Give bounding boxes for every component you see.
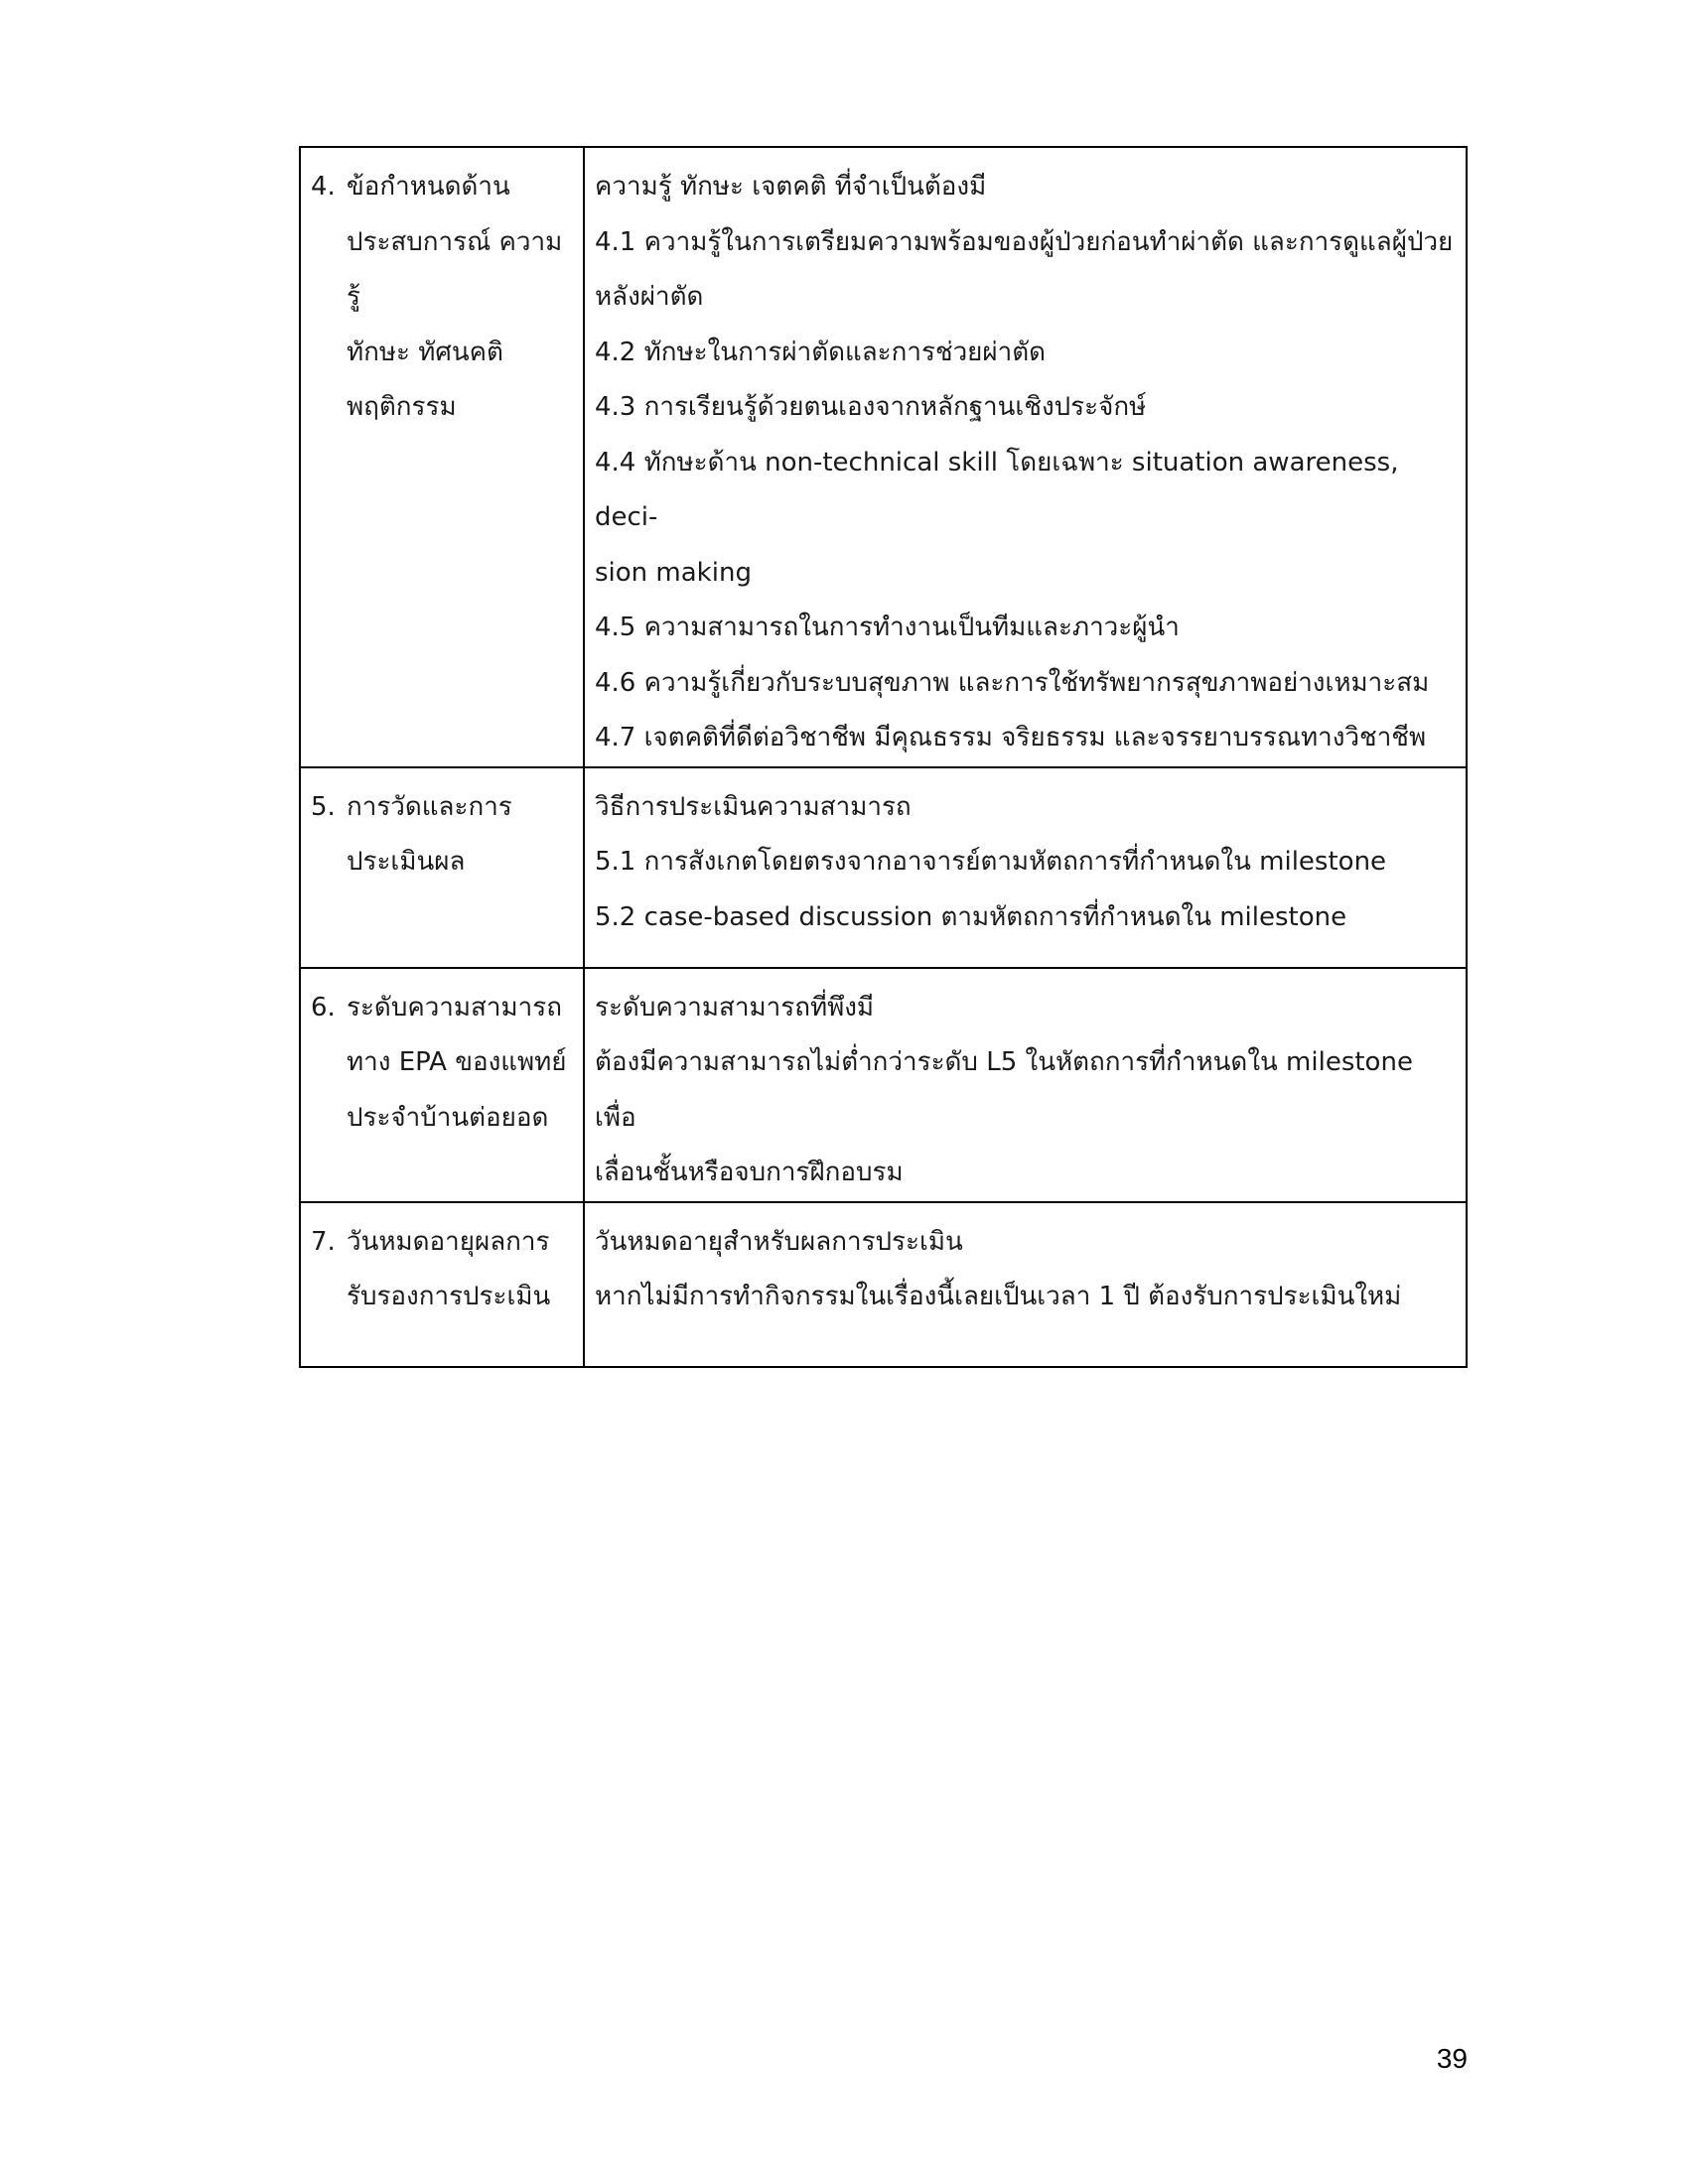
row-6-number: 6. — [311, 992, 336, 1023]
row-6-heading: ระดับความสามารถที่พึงมี — [595, 992, 875, 1023]
row-4-item: 4.1 ความรู้ในการเตรียมความพร้อมของผู้ป่วยก่อนทำผ่าตัด และการดูแลผู้ป่วย — [595, 226, 1454, 257]
row-7-number: 7. — [311, 1226, 336, 1257]
row-4-label-cell — [300, 147, 584, 767]
row-5-number: 5. — [311, 791, 336, 822]
table-row-7 — [300, 1202, 1467, 1367]
row-7-content-cell — [584, 1202, 1467, 1367]
row-7-label-cell — [300, 1202, 584, 1367]
row-6-label-cell — [300, 968, 584, 1202]
row-4-item: 4.7 เจตคติที่ดีต่อวิชาชีพ มีคุณธรรม จริยธรรม และจรรยาบรรณทางวิชาชีพ — [595, 723, 1427, 752]
row-5-item: 5.2 case-based discussion ตามหัตถการที่กำหนดใน milestone — [595, 901, 1347, 932]
page-number: 39 — [1436, 2043, 1468, 2074]
row-5-title: การวัดและการ ประเมินผล — [347, 791, 512, 877]
row-4-heading: ความรู้ ทักษะ เจตคติ ที่จำเป็นต้องมี — [595, 172, 987, 202]
row-5-label-cell — [300, 767, 584, 968]
row-4-item: 4.3 การเรียนรู้ด้วยตนเองจากหลักฐานเชิงประจักษ์ — [595, 392, 1147, 422]
row-4-item: 4.6 ความรู้เกี่ยวกับระบบสุขภาพ และการใช้ทรัพยากรสุขภาพอย่างเหมาะสม — [595, 667, 1430, 698]
epa-table — [299, 146, 1468, 1368]
row-4-item: 4.5 ความสามารถในการทำงานเป็นทีมและภาวะผู้นำ — [595, 613, 1180, 642]
row-4-item: หลังผ่าตัด — [595, 282, 704, 312]
row-4-number: 4. — [311, 172, 336, 202]
row-4-title: ข้อกำหนดด้าน ประสบการณ์ ความรู้ ทักษะ ทัศนคติ พฤติกรรม — [347, 172, 563, 422]
table-row-4 — [300, 147, 1467, 767]
row-5-content-cell — [584, 767, 1467, 968]
table-row-6 — [300, 968, 1467, 1202]
row-4-item: 4.4 ทักษะด้าน non-technical skill โดยเฉพาะ situation awareness, deci- — [595, 447, 1399, 532]
row-7-title: วันหมดอายุผลการ รับรองการประเมิน — [347, 1226, 551, 1311]
row-5-item: 5.1 การสังเกตโดยตรงจากอาจารย์ตามหัตถการที่กำหนดใน milestone — [595, 847, 1387, 877]
row-6-item: ต้องมีความสามารถไม่ต่ำกว่าระดับ L5 ในหัตถการที่กำหนดใน milestone เพื่อ — [595, 1047, 1413, 1133]
row-6-content-cell — [584, 968, 1467, 1202]
row-7-heading: วันหมดอายุสำหรับผลการประเมิน — [595, 1226, 963, 1257]
row-4-item: sion making — [595, 557, 752, 588]
table-row-5 — [300, 767, 1467, 968]
row-4-item: 4.2 ทักษะในการผ่าตัดและการช่วยผ่าตัด — [595, 337, 1047, 367]
row-5-heading: วิธีการประเมินความสามารถ — [595, 791, 912, 822]
row-7-item: หากไม่มีการทำกิจกรรมในเรื่องนี้เลยเป็นเวลา 1 ปี ต้องรับการประเมินใหม่ — [595, 1282, 1402, 1311]
row-4-content-cell — [584, 147, 1467, 767]
row-6-title: ระดับความสามารถ ทาง EPA ของแพทย์ ประจำบ้านต่อยอด — [347, 992, 567, 1133]
row-6-item: เลื่อนชั้นหรือจบการฝึกอบรม — [595, 1158, 904, 1187]
